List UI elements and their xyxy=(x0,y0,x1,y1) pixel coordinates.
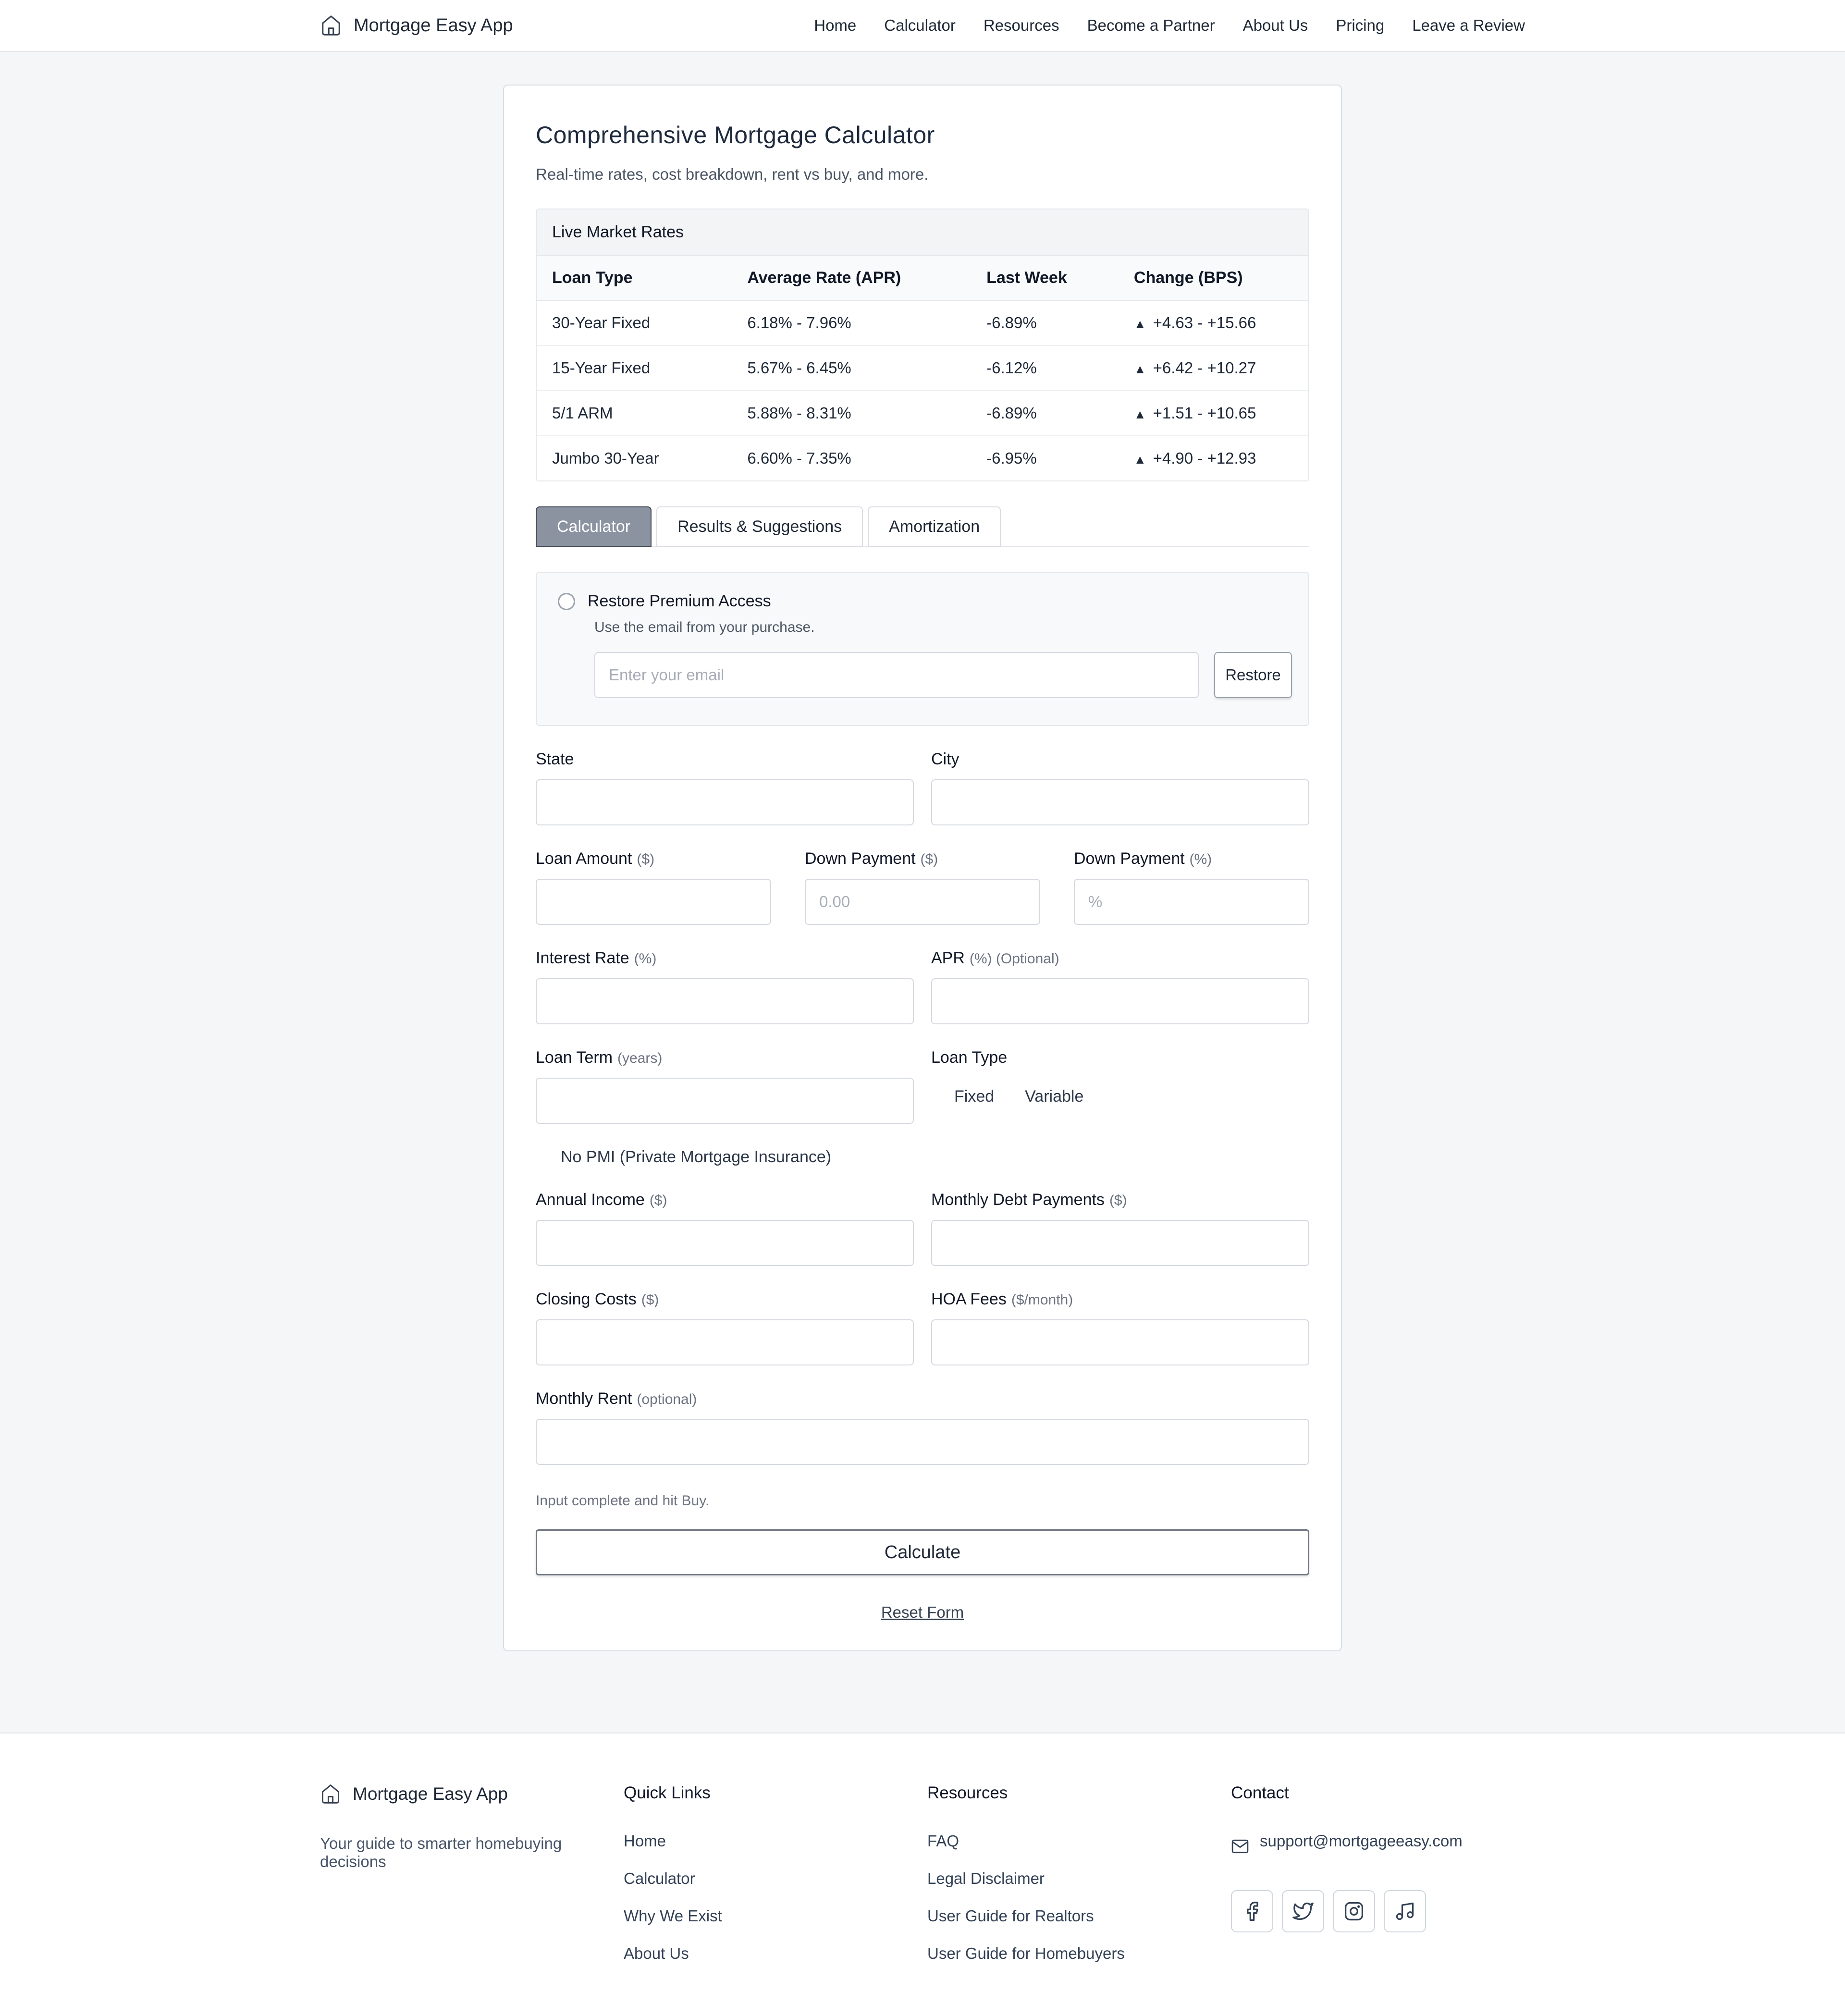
cell-last-week: -6.89% xyxy=(986,314,1037,332)
music-icon xyxy=(1394,1901,1415,1922)
table-row xyxy=(537,391,1308,436)
restore-email-input[interactable] xyxy=(594,652,1199,698)
state-label: State xyxy=(536,750,574,768)
footer-brand xyxy=(320,1783,614,1805)
footer-link-about-us[interactable]: About Us xyxy=(624,1944,689,1963)
restore-premium-panel xyxy=(536,572,1309,726)
loan-type-label: Loan Type xyxy=(931,1048,1008,1067)
change-value: +4.90 - +12.93 xyxy=(1153,449,1256,467)
closing-costs-unit: ($) xyxy=(641,1292,659,1308)
interest-rate-input[interactable] xyxy=(536,978,914,1024)
monthly-rent-input[interactable] xyxy=(536,1419,1309,1465)
footer-link-why-we-exist[interactable]: Why We Exist xyxy=(624,1907,722,1925)
down-payment-percent-input[interactable] xyxy=(1074,879,1309,925)
apr-input[interactable] xyxy=(931,978,1309,1024)
nav-item-calculator[interactable]: Calculator xyxy=(884,16,956,34)
loan-amount-input[interactable] xyxy=(536,879,771,925)
rates-header-row xyxy=(537,256,1308,301)
cell-avg-rate: 6.18% - 7.96% xyxy=(747,314,851,332)
change-value: +1.51 - +10.65 xyxy=(1153,404,1256,422)
nav-item-pricing[interactable]: Pricing xyxy=(1336,16,1385,34)
form-hint: Input complete and hit Buy. xyxy=(536,1493,710,1509)
twitter-button[interactable] xyxy=(1282,1890,1324,1932)
support-email-link[interactable]: support@mortgageeasy.com xyxy=(1260,1832,1463,1850)
instagram-icon xyxy=(1343,1901,1365,1922)
hoa-fees-unit: ($/month) xyxy=(1011,1292,1073,1308)
apr-label: APR xyxy=(931,949,965,967)
closing-costs-label: Closing Costs xyxy=(536,1290,637,1308)
calculator-card xyxy=(503,85,1342,1651)
up-triangle-icon: ▲ xyxy=(1133,362,1146,376)
interest-rate-label: Interest Rate xyxy=(536,949,629,967)
facebook-icon xyxy=(1242,1901,1263,1922)
nav-item-home[interactable]: Home xyxy=(814,16,857,34)
tab-amortization[interactable]: Amortization xyxy=(868,506,1001,547)
brand xyxy=(320,14,513,37)
facebook-button[interactable] xyxy=(1231,1890,1273,1932)
footer-contact-title: Contact xyxy=(1231,1783,1289,1802)
cell-avg-rate: 5.67% - 6.45% xyxy=(747,359,851,377)
down-payment-dollar-input[interactable] xyxy=(805,879,1040,925)
footer-link-home[interactable]: Home xyxy=(624,1832,666,1850)
state-input[interactable] xyxy=(536,779,914,825)
up-triangle-icon: ▲ xyxy=(1133,317,1146,331)
home-icon xyxy=(320,14,342,37)
reset-form-link[interactable]: Reset Form xyxy=(881,1603,964,1621)
nav-item-leave-a-review[interactable]: Leave a Review xyxy=(1412,16,1525,34)
down-payment-label: Down Payment xyxy=(805,849,916,868)
nav-item-about-us[interactable]: About Us xyxy=(1242,16,1308,34)
cell-change xyxy=(1119,391,1308,435)
footer-link-calculator[interactable]: Calculator xyxy=(624,1869,695,1888)
up-triangle-icon: ▲ xyxy=(1133,407,1146,421)
live-market-rates-table xyxy=(536,209,1309,481)
col-header-average-rate: Average Rate (APR) xyxy=(747,269,901,287)
annual-income-input[interactable] xyxy=(536,1220,914,1266)
table-row xyxy=(537,346,1308,391)
down-payment-unit: ($) xyxy=(920,851,938,867)
music-button[interactable] xyxy=(1384,1890,1426,1932)
nav-item-become-a-partner[interactable]: Become a Partner xyxy=(1087,16,1215,34)
footer-tagline: Your guide to smarter homebuying decisions xyxy=(320,1834,562,1870)
cell-last-week: -6.95% xyxy=(986,449,1037,467)
cell-loan-type: 15-Year Fixed xyxy=(552,359,651,377)
loan-type-variable-option[interactable]: Variable xyxy=(1025,1087,1084,1106)
loan-type-fixed-option[interactable]: Fixed xyxy=(954,1087,995,1106)
monthly-debt-unit: ($) xyxy=(1109,1192,1127,1208)
annual-income-label: Annual Income xyxy=(536,1191,645,1209)
cell-loan-type: 5/1 ARM xyxy=(552,404,613,422)
page-title: Comprehensive Mortgage Calculator xyxy=(536,122,935,148)
tab-calculator[interactable]: Calculator xyxy=(536,506,652,547)
twitter-icon xyxy=(1292,1901,1314,1922)
home-icon xyxy=(320,1783,341,1805)
footer-link-user-guide-realtors[interactable]: User Guide for Realtors xyxy=(927,1907,1094,1925)
closing-costs-input[interactable] xyxy=(536,1319,914,1365)
down-payment-pct-label: Down Payment xyxy=(1074,849,1185,868)
mail-icon xyxy=(1231,1837,1249,1856)
footer-link-user-guide-homebuyers[interactable]: User Guide for Homebuyers xyxy=(927,1944,1125,1963)
down-payment-pct-unit: (%) xyxy=(1189,851,1212,867)
brand-name: Mortgage Easy App xyxy=(354,15,513,36)
monthly-rent-unit: (optional) xyxy=(637,1391,697,1407)
cell-last-week: -6.12% xyxy=(986,359,1037,377)
col-header-change-bps: Change (BPS) xyxy=(1133,269,1243,287)
cell-change xyxy=(1119,346,1308,390)
tab-bar xyxy=(536,506,1309,547)
hoa-fees-label: HOA Fees xyxy=(931,1290,1007,1308)
footer-brand-name: Mortgage Easy App xyxy=(353,1784,508,1804)
footer-link-faq[interactable]: FAQ xyxy=(927,1832,959,1850)
footer xyxy=(0,1733,1845,2016)
col-header-last-week: Last Week xyxy=(986,269,1067,287)
page-subtitle: Real-time rates, cost breakdown, rent vs buy, and more. xyxy=(536,165,929,183)
interest-rate-unit: (%) xyxy=(634,951,657,967)
nav-links xyxy=(814,16,1525,35)
loan-term-unit: (years) xyxy=(617,1050,663,1066)
calculate-button[interactable]: Calculate xyxy=(536,1529,1309,1575)
change-value: +6.42 - +10.27 xyxy=(1153,359,1256,377)
cell-avg-rate: 6.60% - 7.35% xyxy=(747,449,851,467)
restore-button[interactable]: Restore xyxy=(1214,652,1292,698)
restore-premium-title: Restore Premium Access xyxy=(588,592,771,610)
hoa-fees-input[interactable] xyxy=(931,1319,1309,1365)
monthly-debt-label: Monthly Debt Payments xyxy=(931,1191,1105,1209)
nav-item-resources[interactable]: Resources xyxy=(983,16,1059,34)
restore-premium-subtitle: Use the email from your purchase. xyxy=(594,619,815,635)
monthly-debt-input[interactable] xyxy=(931,1220,1309,1266)
apr-unit: (%) (Optional) xyxy=(969,951,1059,967)
top-navigation xyxy=(0,0,1845,52)
cell-change xyxy=(1119,301,1308,345)
annual-income-unit: ($) xyxy=(649,1192,667,1208)
cell-loan-type: Jumbo 30-Year xyxy=(552,449,659,467)
city-input[interactable] xyxy=(931,779,1309,825)
change-value: +4.63 - +15.66 xyxy=(1153,314,1256,332)
cell-change xyxy=(1119,436,1308,480)
no-pmi-checkbox-label[interactable]: No PMI (Private Mortgage Insurance) xyxy=(561,1148,832,1166)
up-triangle-icon: ▲ xyxy=(1133,452,1146,467)
loan-amount-label: Loan Amount xyxy=(536,849,632,868)
monthly-rent-label: Monthly Rent xyxy=(536,1389,632,1408)
table-row xyxy=(537,436,1308,480)
cell-loan-type: 30-Year Fixed xyxy=(552,314,651,332)
rates-caption: Live Market Rates xyxy=(537,209,1308,256)
cell-last-week: -6.89% xyxy=(986,404,1037,422)
city-label: City xyxy=(931,750,959,768)
tab-results-suggestions[interactable]: Results & Suggestions xyxy=(656,506,863,547)
cell-avg-rate: 5.88% - 8.31% xyxy=(747,404,851,422)
loan-term-input[interactable] xyxy=(536,1078,914,1124)
footer-quick-links-title: Quick Links xyxy=(624,1783,711,1802)
loan-amount-unit: ($) xyxy=(637,851,655,867)
table-row xyxy=(537,301,1308,346)
restore-premium-radio[interactable] xyxy=(558,593,575,610)
main-area xyxy=(0,52,1845,1733)
footer-resources-title: Resources xyxy=(927,1783,1008,1802)
loan-term-label: Loan Term xyxy=(536,1048,613,1067)
footer-link-legal-disclaimer[interactable]: Legal Disclaimer xyxy=(927,1869,1045,1888)
instagram-button[interactable] xyxy=(1333,1890,1375,1932)
col-header-loan-type: Loan Type xyxy=(552,269,633,287)
